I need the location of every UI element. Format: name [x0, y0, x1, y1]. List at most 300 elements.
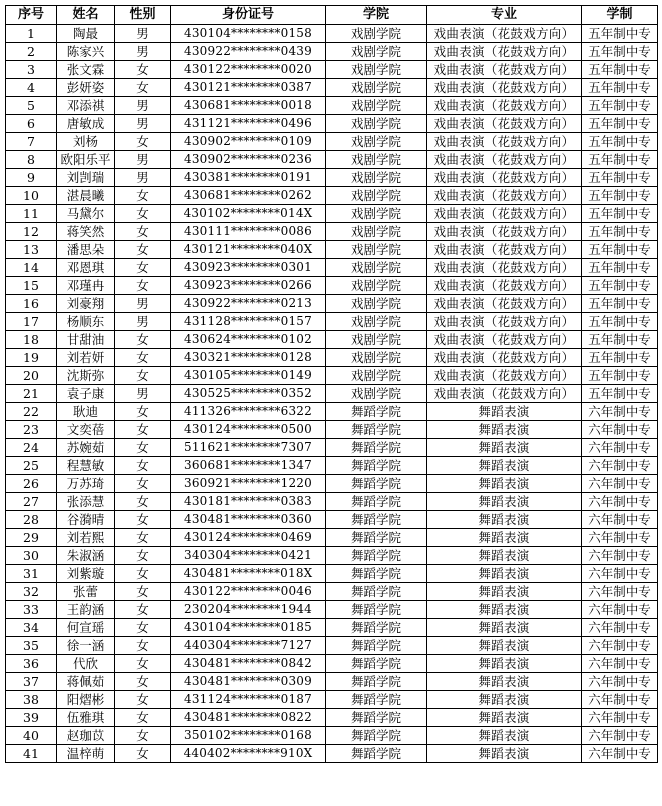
cell-college: 舞蹈学院 — [326, 439, 427, 457]
cell-name: 杨顺东 — [57, 313, 115, 331]
cell-college: 戏剧学院 — [326, 277, 427, 295]
cell-index: 40 — [6, 727, 57, 745]
cell-college: 舞蹈学院 — [326, 583, 427, 601]
cell-gender: 男 — [115, 295, 171, 313]
cell-college: 戏剧学院 — [326, 133, 427, 151]
cell-college: 舞蹈学院 — [326, 727, 427, 745]
cell-id-number: 430902********0236 — [171, 151, 326, 169]
cell-name: 蒋佩茹 — [57, 673, 115, 691]
cell-college: 舞蹈学院 — [326, 565, 427, 583]
table-row — [6, 565, 658, 583]
table-row — [6, 79, 658, 97]
cell-duration: 五年制中专 — [582, 25, 658, 43]
cell-duration: 五年制中专 — [582, 97, 658, 115]
cell-index: 19 — [6, 349, 57, 367]
student-roster-table — [5, 5, 658, 763]
cell-major: 舞蹈表演 — [427, 601, 582, 619]
cell-duration: 五年制中专 — [582, 115, 658, 133]
cell-major: 戏曲表演（花鼓戏方向） — [427, 349, 582, 367]
table-row — [6, 511, 658, 529]
cell-id-number: 430181********0383 — [171, 493, 326, 511]
cell-college: 舞蹈学院 — [326, 673, 427, 691]
cell-college: 戏剧学院 — [326, 349, 427, 367]
cell-gender: 女 — [115, 673, 171, 691]
cell-duration: 六年制中专 — [582, 511, 658, 529]
cell-name: 文奕蓓 — [57, 421, 115, 439]
table-row — [6, 61, 658, 79]
table-row — [6, 43, 658, 61]
cell-id-number: 411326********6322 — [171, 403, 326, 421]
cell-index: 5 — [6, 97, 57, 115]
cell-major: 舞蹈表演 — [427, 709, 582, 727]
cell-index: 16 — [6, 295, 57, 313]
cell-college: 戏剧学院 — [326, 79, 427, 97]
table-row — [6, 223, 658, 241]
cell-gender: 女 — [115, 727, 171, 745]
cell-major: 戏曲表演（花鼓戏方向） — [427, 205, 582, 223]
cell-major: 舞蹈表演 — [427, 637, 582, 655]
cell-gender: 男 — [115, 169, 171, 187]
cell-duration: 六年制中专 — [582, 601, 658, 619]
cell-gender: 男 — [115, 115, 171, 133]
cell-college: 戏剧学院 — [326, 295, 427, 313]
cell-gender: 女 — [115, 547, 171, 565]
cell-id-number: 430525********0352 — [171, 385, 326, 403]
cell-major: 戏曲表演（花鼓戏方向） — [427, 259, 582, 277]
cell-college: 舞蹈学院 — [326, 475, 427, 493]
cell-id-number: 430124********0469 — [171, 529, 326, 547]
cell-name: 陶最 — [57, 25, 115, 43]
cell-index: 25 — [6, 457, 57, 475]
cell-name: 赵珈苡 — [57, 727, 115, 745]
cell-gender: 男 — [115, 385, 171, 403]
cell-duration: 五年制中专 — [582, 277, 658, 295]
cell-duration: 六年制中专 — [582, 637, 658, 655]
cell-major: 舞蹈表演 — [427, 565, 582, 583]
cell-name: 朱淑涵 — [57, 547, 115, 565]
cell-name: 刘若熙 — [57, 529, 115, 547]
cell-major: 舞蹈表演 — [427, 475, 582, 493]
table-row — [6, 367, 658, 385]
cell-id-number: 430104********0185 — [171, 619, 326, 637]
table-row — [6, 205, 658, 223]
cell-duration: 五年制中专 — [582, 349, 658, 367]
table-row — [6, 151, 658, 169]
header-id-number: 身份证号 — [171, 6, 326, 25]
cell-gender: 女 — [115, 349, 171, 367]
cell-id-number: 430321********0128 — [171, 349, 326, 367]
cell-college: 戏剧学院 — [326, 259, 427, 277]
cell-name: 万苏琦 — [57, 475, 115, 493]
cell-index: 13 — [6, 241, 57, 259]
cell-id-number: 430923********0266 — [171, 277, 326, 295]
cell-id-number: 430104********0158 — [171, 25, 326, 43]
cell-index: 33 — [6, 601, 57, 619]
cell-college: 舞蹈学院 — [326, 511, 427, 529]
table-row — [6, 529, 658, 547]
cell-college: 舞蹈学院 — [326, 421, 427, 439]
cell-index: 34 — [6, 619, 57, 637]
table-row — [6, 493, 658, 511]
cell-name: 温梓萌 — [57, 745, 115, 763]
cell-index: 21 — [6, 385, 57, 403]
cell-duration: 六年制中专 — [582, 583, 658, 601]
cell-college: 戏剧学院 — [326, 169, 427, 187]
cell-gender: 女 — [115, 79, 171, 97]
cell-name: 伍雅琪 — [57, 709, 115, 727]
cell-id-number: 430481********0360 — [171, 511, 326, 529]
cell-name: 程慧敏 — [57, 457, 115, 475]
cell-duration: 五年制中专 — [582, 367, 658, 385]
cell-college: 舞蹈学院 — [326, 529, 427, 547]
cell-major: 舞蹈表演 — [427, 439, 582, 457]
cell-name: 彭妍姿 — [57, 79, 115, 97]
cell-id-number: 430105********0149 — [171, 367, 326, 385]
cell-duration: 五年制中专 — [582, 259, 658, 277]
cell-duration: 五年制中专 — [582, 79, 658, 97]
cell-college: 舞蹈学院 — [326, 709, 427, 727]
cell-major: 舞蹈表演 — [427, 745, 582, 763]
cell-duration: 六年制中专 — [582, 709, 658, 727]
cell-id-number: 431128********0157 — [171, 313, 326, 331]
cell-name: 谷漪晴 — [57, 511, 115, 529]
cell-duration: 六年制中专 — [582, 547, 658, 565]
cell-college: 舞蹈学院 — [326, 691, 427, 709]
cell-college: 戏剧学院 — [326, 151, 427, 169]
cell-major: 戏曲表演（花鼓戏方向） — [427, 151, 582, 169]
cell-major: 舞蹈表演 — [427, 529, 582, 547]
cell-college: 舞蹈学院 — [326, 493, 427, 511]
cell-name: 蒋笑然 — [57, 223, 115, 241]
cell-id-number: 430624********0102 — [171, 331, 326, 349]
table-row — [6, 97, 658, 115]
cell-gender: 女 — [115, 277, 171, 295]
cell-major: 戏曲表演（花鼓戏方向） — [427, 97, 582, 115]
cell-major: 戏曲表演（花鼓戏方向） — [427, 313, 582, 331]
cell-id-number: 430124********0500 — [171, 421, 326, 439]
header-duration: 学制 — [582, 6, 658, 25]
cell-name: 邓瑾冉 — [57, 277, 115, 295]
cell-college: 舞蹈学院 — [326, 745, 427, 763]
cell-index: 37 — [6, 673, 57, 691]
cell-gender: 男 — [115, 151, 171, 169]
cell-major: 舞蹈表演 — [427, 403, 582, 421]
cell-gender: 女 — [115, 601, 171, 619]
cell-index: 41 — [6, 745, 57, 763]
cell-name: 张文霖 — [57, 61, 115, 79]
cell-index: 14 — [6, 259, 57, 277]
cell-index: 8 — [6, 151, 57, 169]
table-row — [6, 655, 658, 673]
cell-major: 戏曲表演（花鼓戏方向） — [427, 61, 582, 79]
cell-gender: 女 — [115, 745, 171, 763]
cell-duration: 五年制中专 — [582, 295, 658, 313]
cell-name: 阳熠彬 — [57, 691, 115, 709]
cell-major: 舞蹈表演 — [427, 619, 582, 637]
cell-gender: 男 — [115, 313, 171, 331]
cell-id-number: 340304********0421 — [171, 547, 326, 565]
table-row — [6, 637, 658, 655]
cell-duration: 五年制中专 — [582, 223, 658, 241]
cell-major: 舞蹈表演 — [427, 727, 582, 745]
table-row — [6, 25, 658, 43]
cell-duration: 六年制中专 — [582, 475, 658, 493]
header-index: 序号 — [6, 6, 57, 25]
cell-gender: 女 — [115, 259, 171, 277]
cell-index: 15 — [6, 277, 57, 295]
table-row — [6, 601, 658, 619]
table-row — [6, 475, 658, 493]
cell-id-number: 430381********0191 — [171, 169, 326, 187]
cell-index: 35 — [6, 637, 57, 655]
cell-college: 戏剧学院 — [326, 313, 427, 331]
cell-index: 9 — [6, 169, 57, 187]
cell-index: 12 — [6, 223, 57, 241]
cell-college: 舞蹈学院 — [326, 637, 427, 655]
table-row — [6, 673, 658, 691]
cell-gender: 男 — [115, 97, 171, 115]
cell-college: 戏剧学院 — [326, 385, 427, 403]
cell-major: 戏曲表演（花鼓戏方向） — [427, 115, 582, 133]
cell-name: 徐一涵 — [57, 637, 115, 655]
cell-college: 舞蹈学院 — [326, 403, 427, 421]
cell-id-number: 430923********0301 — [171, 259, 326, 277]
cell-gender: 女 — [115, 421, 171, 439]
cell-duration: 六年制中专 — [582, 691, 658, 709]
cell-index: 30 — [6, 547, 57, 565]
cell-major: 舞蹈表演 — [427, 691, 582, 709]
cell-index: 28 — [6, 511, 57, 529]
cell-id-number: 430121********0387 — [171, 79, 326, 97]
cell-gender: 女 — [115, 205, 171, 223]
cell-id-number: 430122********0020 — [171, 61, 326, 79]
cell-gender: 女 — [115, 241, 171, 259]
cell-major: 舞蹈表演 — [427, 421, 582, 439]
cell-id-number: 430922********0213 — [171, 295, 326, 313]
cell-major: 戏曲表演（花鼓戏方向） — [427, 385, 582, 403]
cell-name: 潘思朵 — [57, 241, 115, 259]
cell-id-number: 430481********0842 — [171, 655, 326, 673]
cell-name: 刘豪翔 — [57, 295, 115, 313]
cell-index: 23 — [6, 421, 57, 439]
cell-major: 舞蹈表演 — [427, 655, 582, 673]
cell-gender: 女 — [115, 61, 171, 79]
cell-duration: 五年制中专 — [582, 187, 658, 205]
cell-index: 11 — [6, 205, 57, 223]
cell-index: 38 — [6, 691, 57, 709]
cell-major: 戏曲表演（花鼓戏方向） — [427, 277, 582, 295]
cell-index: 1 — [6, 25, 57, 43]
cell-id-number: 360921********1220 — [171, 475, 326, 493]
cell-major: 戏曲表演（花鼓戏方向） — [427, 25, 582, 43]
cell-name: 苏婉茹 — [57, 439, 115, 457]
cell-major: 戏曲表演（花鼓戏方向） — [427, 295, 582, 313]
cell-name: 甘甜油 — [57, 331, 115, 349]
table-row — [6, 439, 658, 457]
cell-name: 马黛尔 — [57, 205, 115, 223]
table-row — [6, 619, 658, 637]
cell-index: 6 — [6, 115, 57, 133]
cell-duration: 六年制中专 — [582, 619, 658, 637]
cell-id-number: 430481********0822 — [171, 709, 326, 727]
cell-id-number: 440402********910X — [171, 745, 326, 763]
cell-duration: 五年制中专 — [582, 241, 658, 259]
cell-id-number: 430902********0109 — [171, 133, 326, 151]
cell-major: 戏曲表演（花鼓戏方向） — [427, 43, 582, 61]
cell-name: 刘剀瑞 — [57, 169, 115, 187]
cell-duration: 五年制中专 — [582, 61, 658, 79]
table-row — [6, 457, 658, 475]
cell-gender: 女 — [115, 187, 171, 205]
cell-major: 戏曲表演（花鼓戏方向） — [427, 133, 582, 151]
cell-major: 戏曲表演（花鼓戏方向） — [427, 241, 582, 259]
cell-major: 舞蹈表演 — [427, 511, 582, 529]
cell-duration: 五年制中专 — [582, 313, 658, 331]
table-row — [6, 745, 658, 763]
cell-index: 17 — [6, 313, 57, 331]
cell-gender: 女 — [115, 403, 171, 421]
table-row — [6, 727, 658, 745]
cell-duration: 六年制中专 — [582, 439, 658, 457]
cell-major: 舞蹈表演 — [427, 673, 582, 691]
cell-college: 戏剧学院 — [326, 115, 427, 133]
cell-duration: 五年制中专 — [582, 151, 658, 169]
cell-duration: 六年制中专 — [582, 457, 658, 475]
cell-name: 刘若妍 — [57, 349, 115, 367]
cell-name: 袁子康 — [57, 385, 115, 403]
cell-college: 舞蹈学院 — [326, 601, 427, 619]
cell-gender: 女 — [115, 529, 171, 547]
table-header — [6, 6, 658, 25]
cell-id-number: 430481********018X — [171, 565, 326, 583]
cell-id-number: 430681********0018 — [171, 97, 326, 115]
header-row — [6, 6, 658, 25]
cell-gender: 男 — [115, 43, 171, 61]
cell-gender: 女 — [115, 583, 171, 601]
table-row — [6, 547, 658, 565]
cell-gender: 女 — [115, 457, 171, 475]
cell-college: 戏剧学院 — [326, 61, 427, 79]
cell-duration: 五年制中专 — [582, 205, 658, 223]
table-row — [6, 709, 658, 727]
cell-duration: 五年制中专 — [582, 43, 658, 61]
cell-index: 27 — [6, 493, 57, 511]
cell-id-number: 430681********0262 — [171, 187, 326, 205]
cell-major: 戏曲表演（花鼓戏方向） — [427, 79, 582, 97]
cell-id-number: 440304********7127 — [171, 637, 326, 655]
table-row — [6, 295, 658, 313]
table-row — [6, 277, 658, 295]
header-major: 专业 — [427, 6, 582, 25]
cell-name: 陈家兴 — [57, 43, 115, 61]
cell-major: 戏曲表演（花鼓戏方向） — [427, 169, 582, 187]
cell-gender: 女 — [115, 367, 171, 385]
cell-index: 3 — [6, 61, 57, 79]
cell-id-number: 511621********7307 — [171, 439, 326, 457]
header-name: 姓名 — [57, 6, 115, 25]
cell-id-number: 430481********0309 — [171, 673, 326, 691]
cell-index: 18 — [6, 331, 57, 349]
cell-name: 王韵涵 — [57, 601, 115, 619]
cell-college: 舞蹈学院 — [326, 619, 427, 637]
cell-name: 代欣 — [57, 655, 115, 673]
table-row — [6, 583, 658, 601]
cell-id-number: 430121********040X — [171, 241, 326, 259]
cell-name: 邓恩琪 — [57, 259, 115, 277]
cell-college: 戏剧学院 — [326, 205, 427, 223]
cell-index: 24 — [6, 439, 57, 457]
cell-index: 20 — [6, 367, 57, 385]
header-gender: 性别 — [115, 6, 171, 25]
cell-duration: 五年制中专 — [582, 169, 658, 187]
cell-name: 何宣瑶 — [57, 619, 115, 637]
cell-duration: 六年制中专 — [582, 565, 658, 583]
cell-duration: 六年制中专 — [582, 745, 658, 763]
cell-index: 36 — [6, 655, 57, 673]
cell-college: 戏剧学院 — [326, 223, 427, 241]
cell-index: 39 — [6, 709, 57, 727]
cell-gender: 女 — [115, 223, 171, 241]
cell-major: 舞蹈表演 — [427, 457, 582, 475]
cell-college: 舞蹈学院 — [326, 547, 427, 565]
cell-duration: 六年制中专 — [582, 403, 658, 421]
cell-index: 26 — [6, 475, 57, 493]
cell-id-number: 360681********1347 — [171, 457, 326, 475]
cell-id-number: 230204********1944 — [171, 601, 326, 619]
cell-duration: 六年制中专 — [582, 421, 658, 439]
cell-name: 欧阳乐平 — [57, 151, 115, 169]
cell-id-number: 430102********014X — [171, 205, 326, 223]
table-body — [6, 25, 658, 763]
cell-id-number: 430122********0046 — [171, 583, 326, 601]
cell-index: 7 — [6, 133, 57, 151]
cell-name: 刘紫璇 — [57, 565, 115, 583]
cell-gender: 女 — [115, 637, 171, 655]
table-row — [6, 259, 658, 277]
cell-college: 舞蹈学院 — [326, 655, 427, 673]
cell-index: 32 — [6, 583, 57, 601]
cell-college: 戏剧学院 — [326, 331, 427, 349]
cell-college: 戏剧学院 — [326, 367, 427, 385]
cell-name: 湛晨曦 — [57, 187, 115, 205]
cell-duration: 六年制中专 — [582, 655, 658, 673]
cell-name: 唐敏成 — [57, 115, 115, 133]
table-row — [6, 385, 658, 403]
cell-duration: 六年制中专 — [582, 529, 658, 547]
cell-index: 31 — [6, 565, 57, 583]
cell-major: 舞蹈表演 — [427, 583, 582, 601]
cell-duration: 六年制中专 — [582, 673, 658, 691]
cell-major: 舞蹈表演 — [427, 547, 582, 565]
cell-index: 10 — [6, 187, 57, 205]
cell-major: 戏曲表演（花鼓戏方向） — [427, 187, 582, 205]
cell-duration: 五年制中专 — [582, 385, 658, 403]
cell-index: 22 — [6, 403, 57, 421]
cell-gender: 女 — [115, 331, 171, 349]
table-row — [6, 241, 658, 259]
cell-index: 29 — [6, 529, 57, 547]
cell-gender: 女 — [115, 493, 171, 511]
cell-college: 戏剧学院 — [326, 97, 427, 115]
cell-duration: 六年制中专 — [582, 493, 658, 511]
cell-gender: 女 — [115, 439, 171, 457]
table-row — [6, 403, 658, 421]
header-college: 学院 — [326, 6, 427, 25]
cell-college: 舞蹈学院 — [326, 457, 427, 475]
table-row — [6, 313, 658, 331]
cell-major: 戏曲表演（花鼓戏方向） — [427, 223, 582, 241]
cell-gender: 女 — [115, 475, 171, 493]
